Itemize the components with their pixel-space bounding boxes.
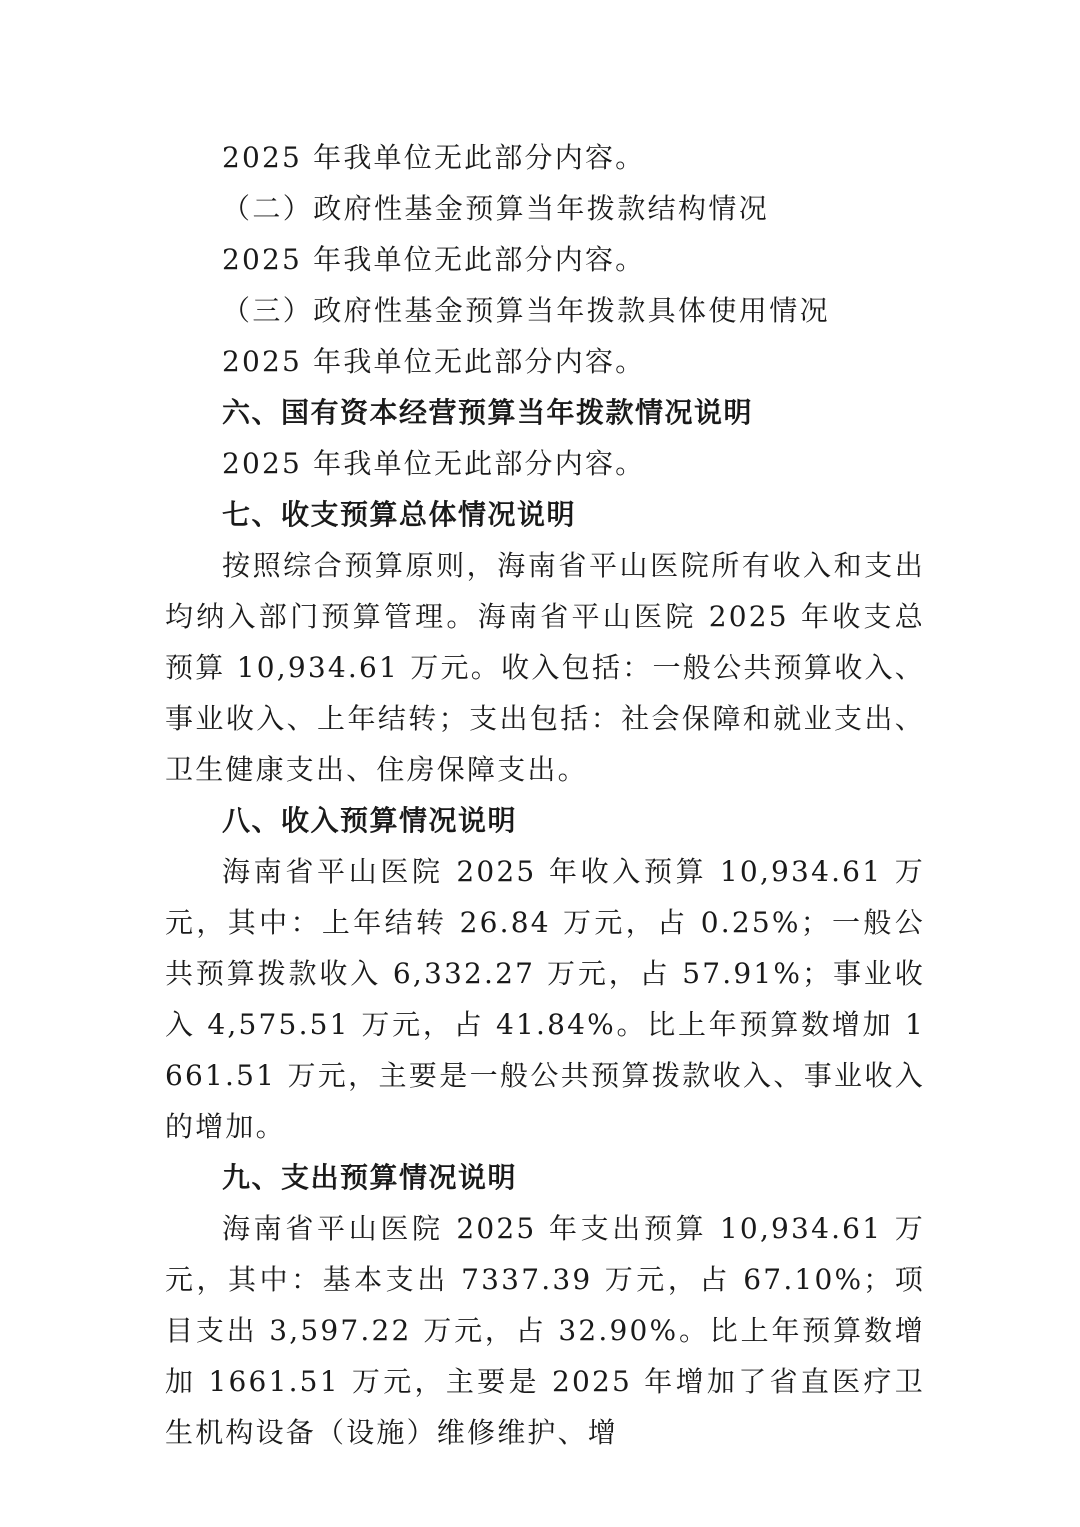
paragraph-no-content-1: 2025 年我单位无此部分内容。 bbox=[222, 141, 646, 174]
paragraph-no-content-3: 2025 年我单位无此部分内容。 bbox=[222, 345, 646, 378]
subheading-fund-usage: （三）政府性基金预算当年拨款具体使用情况 bbox=[222, 294, 831, 327]
heading-state-capital: 六、国有资本经营预算当年拨款情况说明 bbox=[222, 396, 754, 429]
paragraph-income-budget: 海南省平山医院 2025 年收入预算 10,934.61 万元，其中：上年结转 26.84 万元，占 0.25%；一般公共预算拨款收入 6,332.27 万元，占 57.91%；事业收入 4,575.51 万元，占 41.84%。比上年预算数增加 1661.51 万元，主要是一般公共预算拨款收入、事业收入的增加。 bbox=[165, 855, 926, 1143]
heading-income-budget: 八、收入预算情况说明 bbox=[222, 804, 518, 837]
document-body bbox=[165, 132, 925, 1458]
paragraph-overall-budget: 按照综合预算原则，海南省平山医院所有收入和支出均纳入部门预算管理。海南省平山医院 2025 年收支总预算 10,934.61 万元。收入包括：一般公共预算收入、事业收入、上年结转；支出包括：社会保障和就业支出、卫生健康支出、住房保障支出。 bbox=[165, 549, 925, 786]
heading-expenditure-budget: 九、支出预算情况说明 bbox=[222, 1161, 518, 1194]
heading-overall-budget: 七、收支预算总体情况说明 bbox=[222, 498, 577, 531]
paragraph-no-content-2: 2025 年我单位无此部分内容。 bbox=[222, 243, 646, 276]
paragraph-no-content-4: 2025 年我单位无此部分内容。 bbox=[222, 447, 646, 480]
subheading-fund-structure: （二）政府性基金预算当年拨款结构情况 bbox=[222, 192, 770, 225]
paragraph-expenditure-budget: 海南省平山医院 2025 年支出预算 10,934.61 万元，其中：基本支出 7337.39 万元，占 67.10%；项目支出 3,597.22 万元，占 32.90%。比上年预算数增加 1661.51 万元，主要是 2025 年增加了省直医疗卫生机构设备（设施）维修维护、增 bbox=[165, 1212, 925, 1449]
